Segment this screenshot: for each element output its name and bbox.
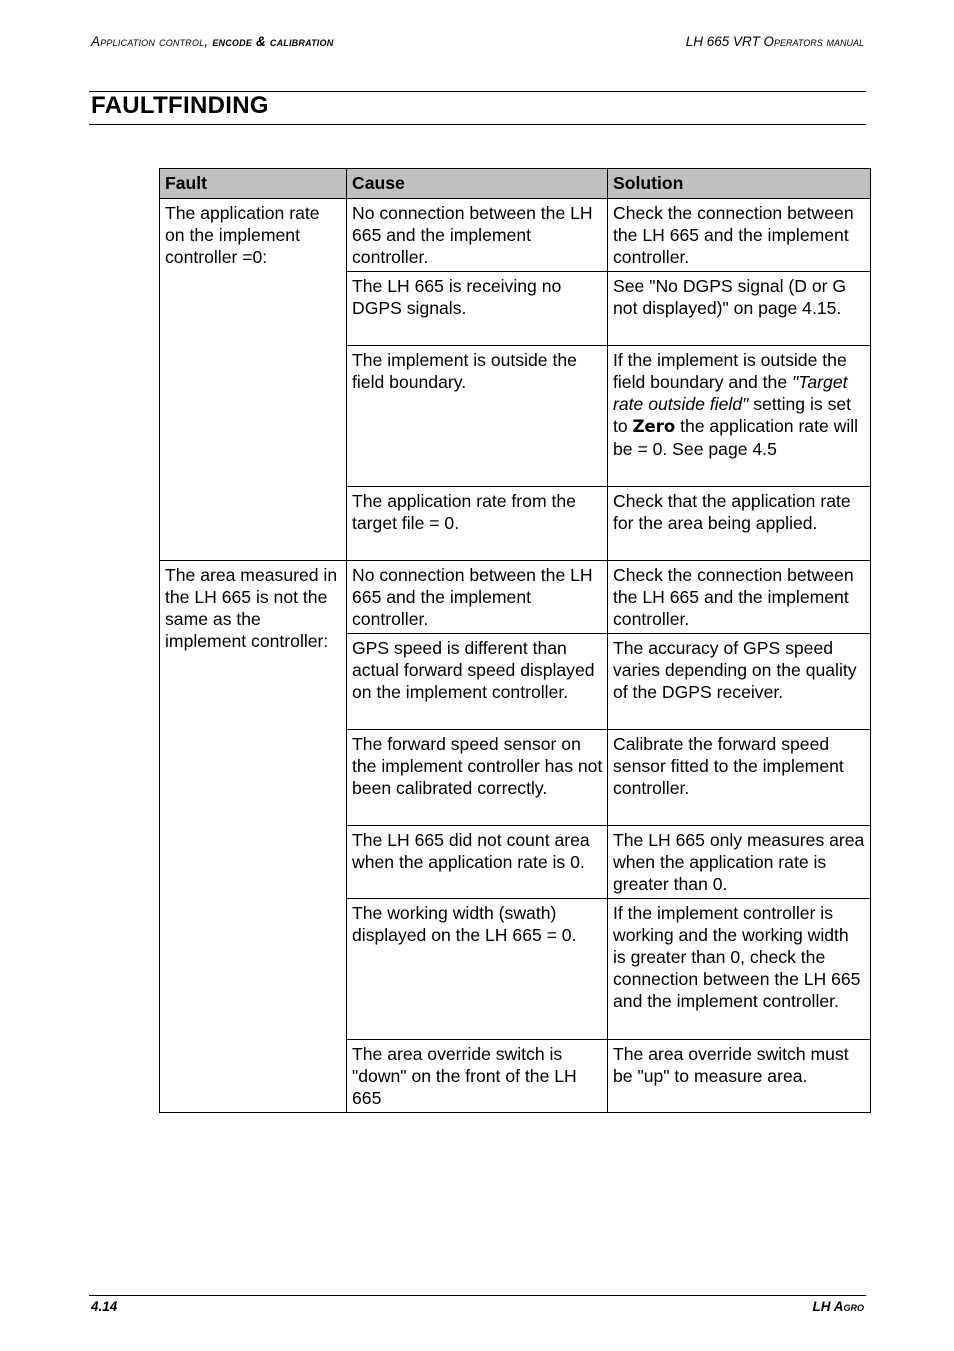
solution-cell: The area override switch must be "up" to measure area. (608, 1040, 871, 1113)
table-header-row (160, 169, 871, 199)
table-row (160, 561, 871, 634)
column-header-fault: Fault (160, 169, 347, 199)
solution-cell: Check that the application rate for the area being applied. (608, 487, 871, 561)
fault-cell: The area measured in the LH 665 is not the same as the implement controller: (160, 561, 347, 1113)
solution-cell: The LH 665 only measures area when the application rate is greater than 0. (608, 826, 871, 899)
cause-cell: No connection between the LH 665 and the implement controller. (347, 199, 608, 272)
cause-cell: The area override switch is "down" on the front of the LH 665 (347, 1040, 608, 1113)
cause-cell: The application rate from the target file = 0. (347, 487, 608, 561)
solution-text: If the implement is outside the field boundary and the (613, 350, 847, 392)
fault-cell: The application rate on the implement controller =0: (160, 199, 347, 561)
solution-cell (608, 346, 871, 487)
page-number: 4.14 (91, 1299, 118, 1314)
running-header-section (91, 34, 333, 49)
cause-cell: The implement is outside the field boundary. (347, 346, 608, 487)
solution-cell: Calibrate the forward speed sensor fitted to the implement controller. (608, 730, 871, 826)
solution-text: the application rate will be = 0. See page 4.5 (613, 416, 859, 459)
cause-cell: The LH 665 did not count area when the application rate is 0. (347, 826, 608, 899)
footer-rule (89, 1295, 866, 1296)
footer-brand: LH Agro (812, 1299, 864, 1314)
header-section-subtitle: encode & calibration (212, 34, 334, 49)
solution-cell: Check the connection between the LH 665 and the implement controller. (608, 561, 871, 634)
solution-cell: Check the connection between the LH 665 and the implement controller. (608, 199, 871, 272)
setting-value: Zero (632, 417, 676, 436)
header-section-name: Application control, (91, 34, 213, 49)
column-header-solution: Solution (608, 169, 871, 199)
solution-cell: See "No DGPS signal (D or G not displayed)" on page 4.15. (608, 272, 871, 346)
cause-cell: The forward speed sensor on the implement controller has not been calibrated correctly. (347, 730, 608, 826)
solution-cell: If the implement controller is working and the working width is greater than 0, check the connection between the LH 665 and the implement controller. (608, 899, 871, 1040)
cause-cell: The working width (swath) displayed on the LH 665 = 0. (347, 899, 608, 1040)
cause-cell: The LH 665 is receiving no DGPS signals. (347, 272, 608, 346)
solution-cell: The accuracy of GPS speed varies depending on the quality of the DGPS receiver. (608, 634, 871, 730)
running-header-manual: LH 665 VRT Operators manual (685, 34, 864, 49)
solution-text: setting is set to (613, 394, 852, 436)
table-row (160, 199, 871, 272)
cause-cell: GPS speed is different than actual forward speed displayed on the implement controller. (347, 634, 608, 730)
faultfinding-table (159, 168, 871, 1113)
title-rule-bottom (89, 124, 866, 125)
column-header-cause: Cause (347, 169, 608, 199)
page-title: FAULTFINDING (91, 92, 269, 119)
setting-name: "Target rate outside field" (613, 372, 848, 414)
cause-cell: No connection between the LH 665 and the implement controller. (347, 561, 608, 634)
